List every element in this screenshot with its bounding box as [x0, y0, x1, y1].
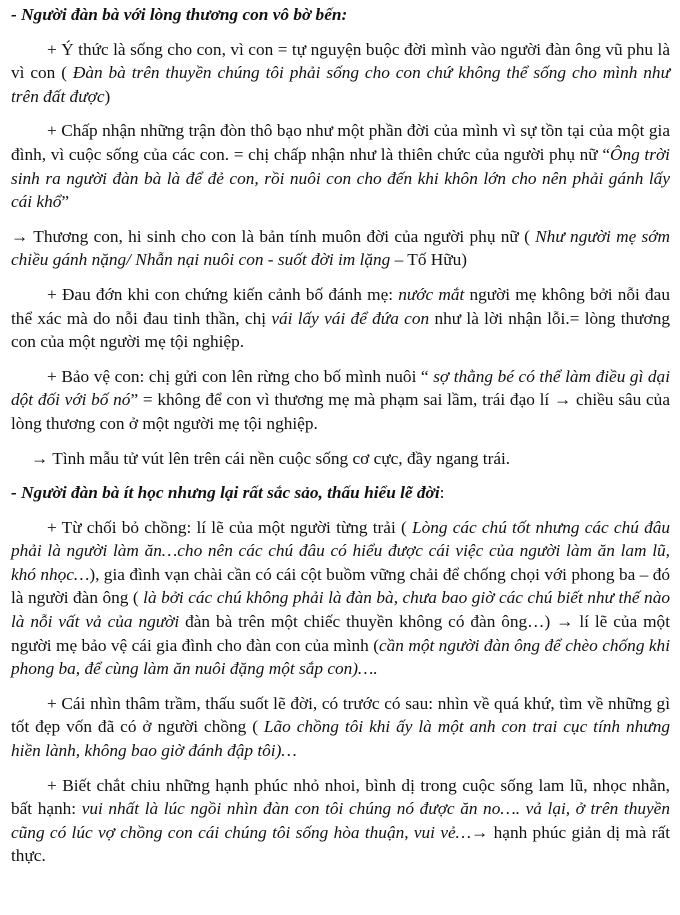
heading-text: - Người đàn bà ít học nhưng lại rất sắc sảo, thấu hiểu lẽ đời: [11, 483, 440, 503]
heading-colon: :: [439, 483, 445, 503]
text: ): [104, 86, 111, 106]
text: → Thương con, hi sinh cho con là bản tính muôn đời của người phụ nữ (: [11, 226, 536, 246]
quote: cần một người đàn ông để chèo chống khi phong ba, để cùng làm ăn nuôi đặng một sắp con)….: [11, 635, 670, 679]
quote: sợ thằng bé có thể làm điều gì dại dột đối với bố nó: [11, 366, 671, 410]
paragraph-refuse-divorce: [11, 516, 670, 681]
paragraph-small-happiness: [11, 774, 670, 868]
text: + Bảo vệ con: chị gửi con lên rừng cho bố mình nuôi “: [47, 366, 434, 386]
paragraph-pain: [11, 283, 670, 354]
text: ”: [61, 192, 70, 212]
quote: là bởi các chú không phải là đàn bà, chưa bao giờ các chú biết như thế nào là nỗi vất vả của người: [11, 588, 670, 632]
section-heading-love-for-children: - Người đàn bà với lòng thương con vô bờ bến:: [11, 5, 348, 24]
text: + Ý thức là sống cho con, vì con = tự nguyện buộc đời mình vào người đàn ông vũ phu là vì con (: [11, 39, 670, 83]
text: như là lời nhận lỗi.= lòng thương con của một người mẹ tội nghiệp.: [11, 308, 670, 352]
text: đàn bà trên một chiếc thuyền không có đàn ông…) → lí lẽ của một người mẹ bảo vệ cái gia đình cho đàn con của mình (: [11, 612, 670, 655]
quote: Lòng các chú tốt nhưng các chú đâu phải là người làm ăn…cho nên các chú đâu có hiểu được cái việc của người làm ăn lam lũ, khó nhọc…: [11, 517, 670, 584]
paragraph-mother-nature: [11, 225, 670, 272]
text: + Từ chối bỏ chồng: lí lẽ của một người từng trải (: [47, 517, 412, 537]
paragraph-deep-view: [11, 692, 670, 763]
paragraph-maternal-love-conclusion: → Tình mẫu tử vút lên trên cái nền cuộc sống cơ cực, đầy ngang trái.: [31, 448, 511, 468]
paragraph-protect-child: [11, 365, 670, 436]
quote: Như người mẹ sớm chiều gánh nặng/ Nhẫn nại nuôi con - suốt đời im lặng: [11, 226, 670, 270]
text: ” = không để con vì thương mẹ mà phạm sai lầm, trái đạo lí → chiều sâu của lòng thương con ở một người mẹ tội nghiệp.: [11, 390, 670, 433]
quote: Đàn bà trên thuyền chúng tôi phải sống cho con chứ không thể sống cho mình như trên đất được: [11, 63, 670, 106]
text: ), gia đình vạn chài cần có cái cột buồm vững chải để chống chọi với phong ba – đó là người đàn ông (: [11, 564, 670, 608]
text: + Cái nhìn thâm trầm, thấu suốt lẽ đời, có trước có sau: nhìn về quá khứ, tìm về những gì tốt đẹp vốn đã có ở người chồng (: [11, 693, 670, 737]
text: + Đau đớn khi con chứng kiến cảnh bố đánh mẹ:: [47, 284, 399, 304]
text: + Chấp nhận những trận đòn thô bạo như một phần đời của mình vì sự tồn tại của một gia đình, vì cuộc sống của các con. = chị chấp nhận như là thiên chức của người phụ nữ “: [11, 121, 670, 164]
text: + Biết chắt chiu những hạnh phúc nhỏ nhoi, bình dị trong cuộc sống lam lũ, nhọc nhằn, bất hạnh:: [11, 775, 670, 819]
paragraph-sacrifice-for-children: [11, 38, 670, 109]
text: người mẹ không bởi nỗi đau thể xác mà do nỗi đau tinh thần, chị: [11, 284, 670, 328]
paragraph-accept-beatings: [11, 119, 670, 213]
quote: vui nhất là lúc ngồi nhìn đàn con tôi chúng nó được ăn no…. vả lại, ở trên thuyền cũng có lúc vợ chồng con cái chúng tôi sống hòa thuận, vui vẻ…: [11, 799, 670, 842]
quote: nước mắt: [398, 284, 465, 304]
quote: vái lấy vái để đứa con: [271, 308, 430, 328]
quote: Lão chồng tôi khi ấy là một anh con trai cục tính nhưng hiền lành, không bao giờ đánh đập tôi)…: [11, 717, 670, 761]
text: → hạnh phúc giản dị mà rất thực.: [11, 822, 671, 866]
quote: Ông trời sinh ra người đàn bà là để đẻ con, rồi nuôi con cho đến khi khôn lớn cho nên phải gánh lấy cái khổ: [11, 144, 670, 212]
text: – Tố Hữu): [390, 250, 468, 270]
section-heading-wisdom: [11, 481, 670, 505]
